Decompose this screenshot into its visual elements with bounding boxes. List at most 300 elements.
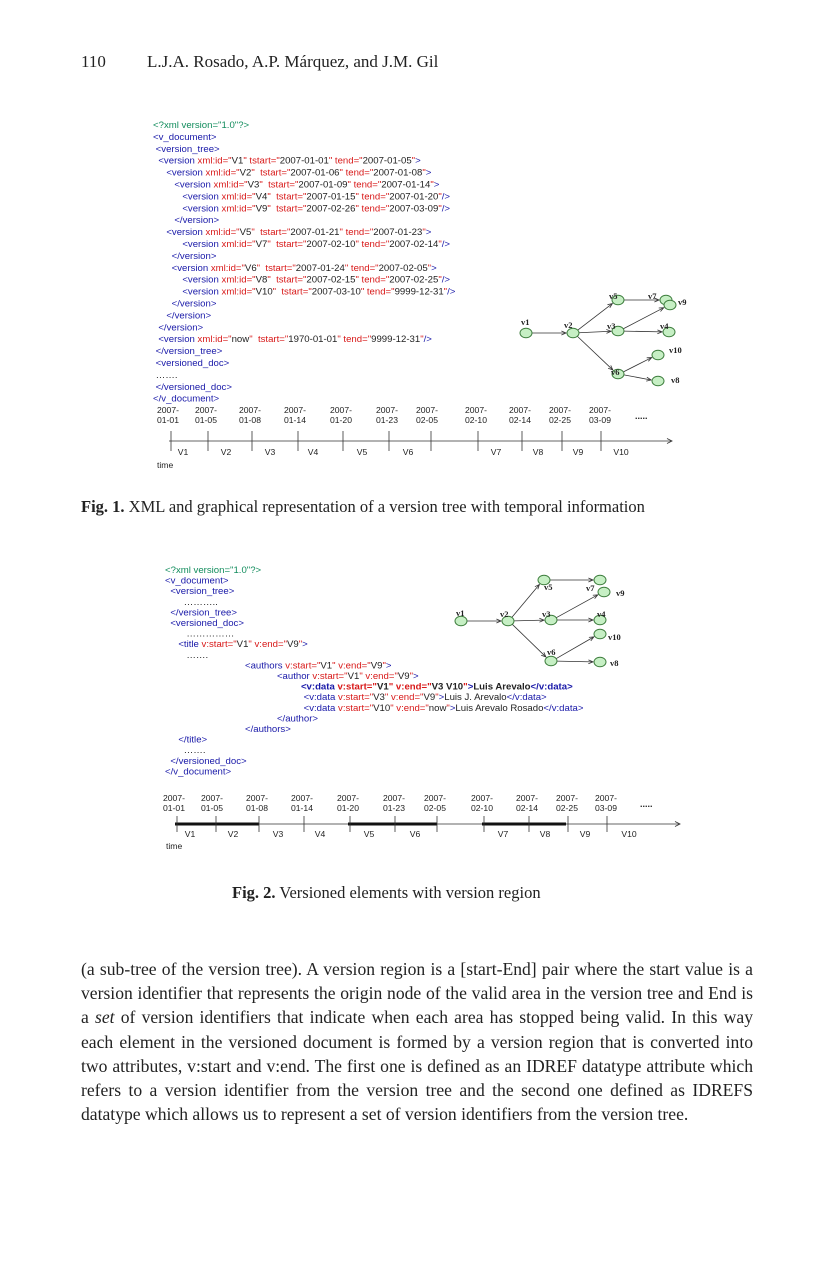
xml-line xyxy=(165,660,392,671)
xml-line xyxy=(153,310,212,321)
paragraph-1-part-a: (a sub-tree of the version tree). A version region is a [start-End] pair where the start value is a version identifier that represents the origin node of the valid area in the version tree and End is a xyxy=(81,959,753,1028)
xml-line xyxy=(153,287,456,298)
xml-token: 2007-01-21 xyxy=(290,227,340,239)
xml-line xyxy=(165,735,208,746)
xml-token: " tend=" xyxy=(347,179,382,191)
xml-line xyxy=(153,120,250,131)
tree-node-label: v3 xyxy=(607,321,616,331)
timeline-date-year: 2007- xyxy=(330,405,352,415)
xml-token: xml:id=" xyxy=(205,227,240,239)
xml-token: V3 xyxy=(247,179,260,191)
xml-token: <title xyxy=(165,639,202,651)
xml-token: <version xyxy=(153,167,206,179)
tree-node xyxy=(652,350,664,360)
xml-token: xml:id=" xyxy=(205,167,240,179)
paragraph-1-part-b: of version identifiers that indicate when each area has stopped being valid. In this way each element in the versioned document is formed by a version region that is converted into two attributes, v:start and v:end. The first one is defined as an IDREF datatype attribute which refers to a version identifier from the version tree and the second one defined as IDREFS datatype which allows us to represent a set of version identifiers from the version tree. xyxy=(81,1007,753,1125)
tree-node-label: v6 xyxy=(611,367,620,377)
timeline-version-label: V2 xyxy=(220,447,232,457)
xml-token: > xyxy=(467,681,474,693)
xml-line xyxy=(165,650,208,661)
xml-token: " xyxy=(438,274,442,286)
xml-token: " v:end=" xyxy=(388,681,432,693)
xml-token: now xyxy=(428,702,447,714)
xml-token: </title> xyxy=(165,734,208,746)
tree-edge xyxy=(577,336,612,370)
tree-node-label: v5 xyxy=(609,291,618,301)
timeline-version-label: V10 xyxy=(621,829,637,839)
xml-token: <version xyxy=(153,191,222,203)
xml-token: v:start=" xyxy=(285,660,321,672)
tree-node xyxy=(545,656,557,666)
timeline-date-day: 01-01 xyxy=(163,803,185,813)
xml-token: " v:end=" xyxy=(390,702,429,714)
xml-token: <authors xyxy=(165,660,286,672)
xml-token: " xyxy=(438,191,442,203)
xml-line xyxy=(153,239,450,250)
xml-token: </version_tree> xyxy=(153,346,223,358)
xml-token: " tstart=" xyxy=(267,239,307,250)
xml-token: 2007-01-05 xyxy=(362,155,412,167)
xml-token: " tstart=" xyxy=(249,334,289,346)
xml-line xyxy=(153,299,217,310)
timeline-date-year: 2007- xyxy=(471,793,493,803)
xml-line xyxy=(153,358,230,369)
xml-token: " tend=" xyxy=(328,155,363,167)
xml-token: </v:data> xyxy=(530,681,573,693)
figure-1-xml-code xyxy=(153,120,456,405)
xml-token: " xyxy=(430,179,434,191)
xml-token: Luis Arevalo xyxy=(473,681,531,693)
xml-line xyxy=(165,565,262,576)
tree-edge xyxy=(623,308,663,329)
figure-2-timeline xyxy=(163,793,680,851)
timeline-version-label: V6 xyxy=(409,829,421,839)
xml-token: " tstart=" xyxy=(251,167,291,179)
timeline-version-label: V1 xyxy=(177,447,189,457)
timeline-date-day: 01-05 xyxy=(195,415,217,425)
xml-token: > xyxy=(449,702,456,714)
xml-line xyxy=(153,227,432,238)
xml-token: <v:data xyxy=(165,702,339,714)
xml-token: V9 xyxy=(397,671,410,682)
tree-node-label: v7 xyxy=(648,291,657,301)
xml-token: </author> xyxy=(165,713,319,725)
edge-arrowhead xyxy=(589,637,594,641)
body-paragraph xyxy=(81,957,753,1126)
timeline-date-day: 02-10 xyxy=(471,803,493,813)
xml-token: V9 xyxy=(423,692,436,704)
xml-line xyxy=(153,346,223,357)
xml-line xyxy=(153,156,421,167)
timeline-date-year: 2007- xyxy=(383,793,405,803)
xml-token: </versioned_doc> xyxy=(165,755,247,767)
xml-line xyxy=(165,629,234,640)
tree-node xyxy=(594,629,606,639)
tree-node-label: v10 xyxy=(669,345,682,355)
xml-token: " tstart=" xyxy=(267,203,307,215)
timeline-date-day: 01-20 xyxy=(337,803,359,813)
timeline-date-day: 02-25 xyxy=(549,415,571,425)
timeline-date-year: 2007- xyxy=(291,793,313,803)
figure-1-caption-label: Fig. 1. xyxy=(81,497,125,516)
tree-node-label: v9 xyxy=(616,588,625,598)
xml-line xyxy=(153,370,178,381)
xml-token: ……. xyxy=(153,369,178,381)
emphasis-set: set xyxy=(95,1007,115,1028)
timeline-date-year: 2007- xyxy=(239,405,261,415)
timeline-version-label: V3 xyxy=(272,829,284,839)
timeline-date-year: 2007- xyxy=(424,793,446,803)
timeline-version-label: V5 xyxy=(356,447,368,457)
xml-token: 2007-03-10 xyxy=(311,286,361,298)
timeline-version-label: V2 xyxy=(227,829,239,839)
xml-token: <author xyxy=(165,671,313,682)
timeline-date-day: 02-05 xyxy=(416,415,438,425)
xml-token: 2007-01-23 xyxy=(373,227,423,239)
paragraph-1 xyxy=(81,957,753,1126)
tree-node-label: v4 xyxy=(597,609,606,619)
xml-token: " xyxy=(438,239,442,250)
xml-token: " tend=" xyxy=(339,227,374,239)
xml-token: " tend=" xyxy=(355,239,390,250)
xml-token: xml:id=" xyxy=(221,286,256,298)
xml-token: <version xyxy=(153,262,211,274)
timeline-date-day: 01-23 xyxy=(376,415,398,425)
timeline-date-year: 2007- xyxy=(589,405,611,415)
xml-token: /> xyxy=(441,239,451,250)
xml-token: " xyxy=(382,660,386,672)
xml-token: /> xyxy=(447,286,456,298)
xml-token: V1 xyxy=(231,155,244,167)
timeline-version-label: V6 xyxy=(402,447,414,457)
xml-token: <v:data xyxy=(165,692,339,704)
timeline-date-day: 02-14 xyxy=(516,803,538,813)
xml-token: V1 xyxy=(236,639,249,651)
xml-token: V6 xyxy=(244,262,257,274)
timeline-date-year: 2007- xyxy=(157,405,179,415)
xml-token: " v:end=" xyxy=(248,639,287,651)
tree-node xyxy=(598,587,610,597)
xml-token: 2007-01-20 xyxy=(389,191,439,203)
timeline-date-day: 02-14 xyxy=(509,415,531,425)
xml-token: " xyxy=(438,203,442,215)
tree-edge xyxy=(624,331,662,332)
xml-token: " tend=" xyxy=(360,286,395,298)
timeline-date-day: 01-08 xyxy=(246,803,268,813)
tree-node xyxy=(594,575,606,585)
xml-token: /> xyxy=(441,274,451,286)
xml-token: Luis Arevalo Rosado xyxy=(455,702,544,714)
xml-token: xml:id=" xyxy=(221,274,256,286)
xml-line xyxy=(165,713,318,724)
figure-2 xyxy=(140,558,700,858)
xml-token: 2007-01-06 xyxy=(290,167,340,179)
timeline-version-label: V5 xyxy=(363,829,375,839)
xml-token: </version_tree> xyxy=(165,607,237,619)
xml-token: 2007-02-10 xyxy=(306,239,356,250)
timeline-date-year: 2007- xyxy=(246,793,268,803)
timeline-date-year: 2007- xyxy=(595,793,617,803)
tree-edge xyxy=(623,358,651,372)
figure-1 xyxy=(140,110,700,480)
timeline-date-year: 2007- xyxy=(549,405,571,415)
xml-token: V1 xyxy=(376,681,389,693)
xml-token: <version xyxy=(153,286,222,298)
timeline-date-day: 03-09 xyxy=(595,803,617,813)
xml-token: /> xyxy=(423,334,432,346)
xml-token: 2007-03-09 xyxy=(389,203,439,215)
tree-node-label: v8 xyxy=(610,658,619,668)
tree-node-label: v5 xyxy=(544,582,553,592)
xml-token: 2007-02-15 xyxy=(306,274,356,286)
timeline-date-day: 01-14 xyxy=(291,803,313,813)
xml-token: v:start=" xyxy=(201,639,237,651)
xml-token: " tend=" xyxy=(337,334,372,346)
timeline-ellipsis: ..... xyxy=(640,799,653,809)
figure-2-xml-code xyxy=(165,565,584,777)
xml-token: 1970-01-01 xyxy=(288,334,338,346)
tree-edge xyxy=(512,585,539,618)
timeline-date-year: 2007- xyxy=(337,793,359,803)
timeline-date-day: 02-25 xyxy=(556,803,578,813)
tree-node xyxy=(520,328,532,338)
xml-line xyxy=(165,597,218,608)
xml-token: xml:id=" xyxy=(221,203,256,215)
header-authors: L.J.A. Rosado, A.P. Márquez, and J.M. Gil xyxy=(147,52,439,71)
timeline-date-year: 2007- xyxy=(465,405,487,415)
xml-token: " xyxy=(446,702,450,714)
xml-token: V3 V10 xyxy=(431,681,464,693)
xml-token: > xyxy=(438,692,445,704)
tree-node-label: v8 xyxy=(671,375,680,385)
xml-token: V4 xyxy=(255,191,268,203)
timeline-ellipsis: ..... xyxy=(635,411,648,421)
xml-line xyxy=(153,394,220,405)
xml-line xyxy=(153,144,220,155)
xml-token: " xyxy=(411,155,416,167)
timeline-date-day: 02-05 xyxy=(424,803,446,813)
timeline-version-label: V1 xyxy=(184,829,196,839)
timeline-version-label: V4 xyxy=(314,829,326,839)
xml-token: ……….. xyxy=(165,596,218,608)
timeline-date-day: 02-10 xyxy=(465,415,487,425)
xml-token: " xyxy=(435,692,439,704)
xml-token: V8 xyxy=(255,274,268,286)
xml-token: <version xyxy=(153,179,214,191)
xml-token: xml:id=" xyxy=(213,179,248,191)
tree-node-label: v2 xyxy=(500,609,509,619)
xml-token: <version_tree> xyxy=(165,586,235,598)
xml-token: V2 xyxy=(239,167,252,179)
xml-token: v:start=" xyxy=(338,692,374,704)
xml-line xyxy=(153,275,450,286)
xml-token: </v_document> xyxy=(165,766,232,778)
xml-token: 9999-12-31 xyxy=(371,334,421,346)
xml-line xyxy=(153,263,437,274)
xml-token: " v:end=" xyxy=(332,660,371,672)
page-number: 110 xyxy=(81,52,106,71)
tree-node-label: v6 xyxy=(547,647,556,657)
xml-token: <version xyxy=(153,274,222,286)
xml-line xyxy=(153,180,440,191)
figure-2-caption xyxy=(232,883,652,903)
xml-token: xml:id=" xyxy=(210,262,245,274)
tree-edge xyxy=(514,620,544,621)
xml-token: " v:end=" xyxy=(359,671,398,682)
xml-token: </v:data> xyxy=(506,692,547,704)
xml-line xyxy=(165,682,573,693)
xml-token: </version> xyxy=(153,215,220,227)
xml-token: <version xyxy=(153,203,222,215)
tree-node-label: v1 xyxy=(521,317,530,327)
xml-token: </version> xyxy=(153,298,217,310)
xml-token: <v_document> xyxy=(153,131,217,143)
xml-token: " tstart=" xyxy=(256,262,296,274)
xml-token: " xyxy=(422,167,426,179)
timeline-date-year: 2007- xyxy=(163,793,185,803)
figure-1-caption-text: XML and graphical representation of a version tree with temporal information xyxy=(128,497,645,516)
tree-node-label: v7 xyxy=(586,583,595,593)
xml-token: > xyxy=(425,167,432,179)
timeline-version-label: V9 xyxy=(572,447,584,457)
xml-token: </version> xyxy=(153,250,217,262)
xml-token: <v_document> xyxy=(165,575,229,587)
timeline-date-year: 2007- xyxy=(416,405,438,415)
xml-token: v:start=" xyxy=(338,702,374,714)
xml-token: now xyxy=(231,334,250,346)
timeline-date-day: 01-08 xyxy=(239,415,261,425)
figure-1-version-tree xyxy=(520,291,687,386)
xml-token: > xyxy=(415,155,421,167)
xml-token: > xyxy=(431,262,437,274)
xml-token: " xyxy=(420,334,424,346)
xml-token: V1 xyxy=(320,660,333,672)
xml-token: 2007-02-05 xyxy=(378,262,428,274)
timeline-version-label: V9 xyxy=(579,829,591,839)
xml-token: V7 xyxy=(255,239,268,250)
xml-token: V1 xyxy=(347,671,360,682)
tree-node-label: v1 xyxy=(456,608,465,618)
timeline-version-label: V4 xyxy=(307,447,319,457)
tree-node-label: v10 xyxy=(608,632,621,642)
tree-node xyxy=(664,300,676,310)
xml-line xyxy=(165,745,206,756)
xml-token: " xyxy=(463,681,468,693)
timeline-date-day: 01-20 xyxy=(330,415,352,425)
xml-token: V9 xyxy=(370,660,383,672)
xml-line xyxy=(153,322,204,333)
xml-token: <?xml version="1.0"?> xyxy=(153,120,250,131)
timeline-date-year: 2007- xyxy=(376,405,398,415)
xml-token: <version xyxy=(153,155,198,167)
timeline-version-label: V7 xyxy=(490,447,502,457)
xml-token: > xyxy=(433,179,440,191)
timeline-date-year: 2007- xyxy=(195,405,217,415)
xml-token: v:start=" xyxy=(337,681,377,693)
tree-node-label: v9 xyxy=(678,297,687,307)
xml-line xyxy=(165,618,244,629)
xml-line xyxy=(165,703,584,714)
xml-token: 9999-12-31 xyxy=(394,286,444,298)
xml-token: </authors> xyxy=(165,724,291,735)
xml-token: xml:id=" xyxy=(221,239,256,250)
timeline-version-label: V7 xyxy=(497,829,509,839)
timeline-version-label: V8 xyxy=(532,447,544,457)
tree-node xyxy=(652,376,664,386)
xml-token: <v:data xyxy=(165,681,338,693)
tree-edge xyxy=(579,331,611,333)
xml-token: ……. xyxy=(165,745,206,757)
xml-line xyxy=(153,132,217,143)
xml-token: > xyxy=(302,639,308,651)
xml-token: Luis J. Arevalo xyxy=(444,692,507,704)
figure-1-timeline xyxy=(157,405,672,470)
xml-token: xml:id=" xyxy=(221,191,256,203)
xml-token: 2007-01-01 xyxy=(279,155,329,167)
figure-1-caption xyxy=(81,497,761,517)
xml-token: /> xyxy=(441,191,451,203)
xml-line xyxy=(153,251,217,262)
xml-token: " tstart=" xyxy=(251,227,291,239)
xml-token: " tstart=" xyxy=(243,155,280,167)
xml-token: > xyxy=(413,671,419,682)
xml-token: " xyxy=(298,639,303,651)
xml-token: 2007-02-14 xyxy=(389,239,439,250)
xml-token: </version> xyxy=(153,310,212,322)
xml-line xyxy=(165,756,247,767)
tree-edge xyxy=(556,595,598,618)
xml-line xyxy=(165,692,547,703)
timeline-date-day: 01-14 xyxy=(284,415,306,425)
xml-token: V9 xyxy=(286,639,299,651)
xml-line xyxy=(165,586,235,597)
xml-token: <?xml version="1.0"?> xyxy=(165,565,262,576)
xml-token: " tstart=" xyxy=(272,286,312,298)
xml-token: > xyxy=(425,227,432,239)
xml-token: …………… xyxy=(165,628,235,640)
xml-token: 2007-01-24 xyxy=(295,262,345,274)
xml-line xyxy=(165,639,308,650)
xml-token: <versioned_doc> xyxy=(153,358,230,369)
xml-line xyxy=(153,382,232,393)
timeline-date-year: 2007- xyxy=(556,793,578,803)
xml-token: " tstart=" xyxy=(259,179,299,191)
xml-token: v:start=" xyxy=(312,671,348,682)
timeline-time-label: time xyxy=(166,841,183,851)
xml-token: " tstart=" xyxy=(267,274,307,286)
xml-token: " xyxy=(443,286,448,298)
xml-line xyxy=(165,766,232,777)
xml-token: xml:id=" xyxy=(197,334,232,346)
xml-token: " tend=" xyxy=(355,191,390,203)
tree-node-label: v4 xyxy=(660,321,669,331)
xml-token: 2007-01-08 xyxy=(373,167,423,179)
timeline-time-label: time xyxy=(157,460,174,470)
timeline-version-label: V10 xyxy=(613,447,629,457)
xml-token: </v:data> xyxy=(543,702,584,714)
xml-token: 2007-01-09 xyxy=(298,179,348,191)
xml-token: " xyxy=(422,227,426,239)
xml-token: /> xyxy=(441,203,451,215)
xml-token: " tstart=" xyxy=(267,191,307,203)
xml-token: " tend=" xyxy=(344,262,379,274)
xml-token: " tend=" xyxy=(355,274,390,286)
xml-line xyxy=(153,168,432,179)
tree-node-label: v2 xyxy=(564,320,573,330)
timeline-date-year: 2007- xyxy=(284,405,306,415)
timeline-date-year: 2007- xyxy=(509,405,531,415)
xml-token: V9 xyxy=(255,203,268,215)
